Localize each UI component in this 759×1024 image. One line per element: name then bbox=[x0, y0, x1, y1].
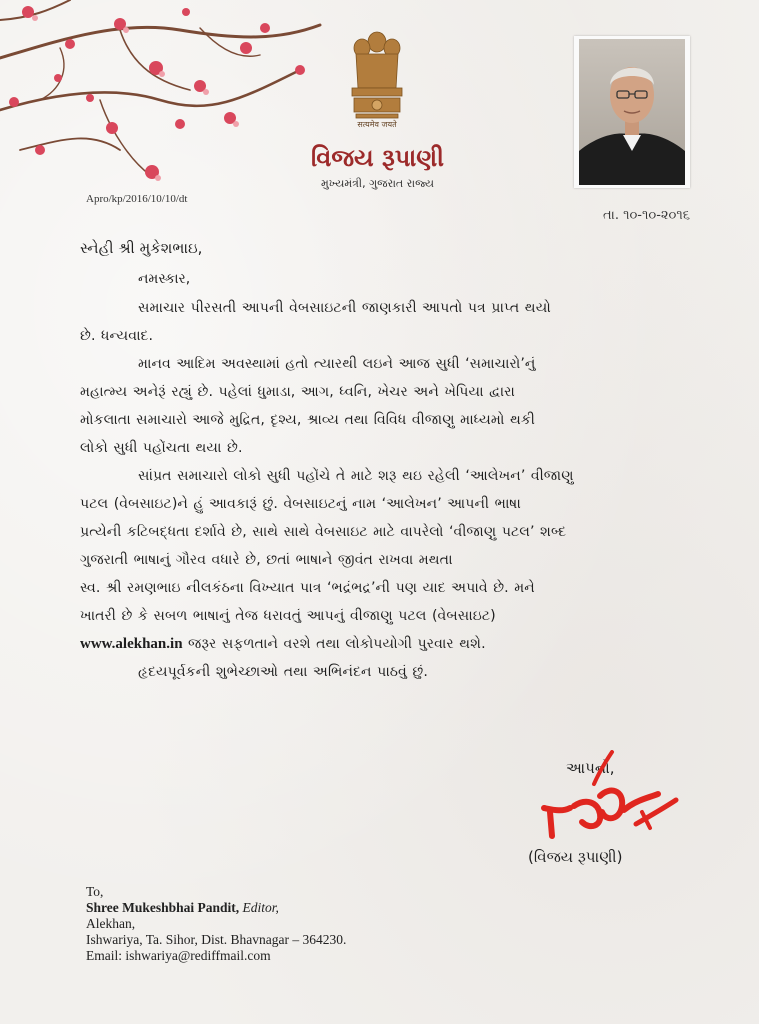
recipient-address bbox=[86, 884, 346, 964]
paragraph-3-line: પટલ (વેબસાઇટ)ને હું આવકારૂં છું. વેબસાઇટનું નામ ‘આલેખન’ આપની ભાષા bbox=[80, 496, 521, 512]
portrait-photo bbox=[579, 39, 685, 185]
sender-designation: મુખ્યમંત્રી, ગુજરાત રાજ્ય bbox=[320, 177, 435, 190]
signature-mark bbox=[540, 750, 680, 845]
paragraph-2-line: લોકો સુધી પહોંચતા થયા છે. bbox=[80, 440, 243, 456]
signatory-name: (વિજય રૂપાણી) bbox=[528, 848, 623, 866]
paragraph-3-end: જરૂર સફળતાને વરશે તથા લોકોપયોગી પુરવાર થશે. bbox=[182, 636, 486, 652]
email-line[interactable]: Email: ishwariya@rediffmail.com bbox=[86, 948, 271, 963]
paragraph-4-line: હૃદયપૂર્વકની શુભેચ્છાઓ તથા અભિનંદન પાઠવું છું. bbox=[138, 664, 428, 680]
recipient-line bbox=[86, 900, 346, 916]
paragraph-3-line: સ્વ. શ્રી રમણભાઇ નીલકંઠના વિખ્યાત પાત્ર ‘ભદ્રંભદ્ર’ની પણ યાદ અપાવે છે. મને bbox=[80, 580, 535, 596]
website-link[interactable]: www.alekhan.in bbox=[80, 636, 183, 652]
portrait-frame bbox=[574, 36, 690, 188]
paragraph-1 bbox=[80, 294, 692, 350]
paragraph-3-line: ગુજરાતી ભાષાનું ગૌરવ વધારે છે, છતાં ભાષાને જીવંત રાખવા મથતા bbox=[80, 552, 453, 568]
paragraph-2-line: મોકલાતા સમાચારો આજે મુદ્રિત, દૃશ્ય, શ્રાવ્ય તથા વિવિધ વીજાણુ માધ્યમો થકી bbox=[80, 412, 535, 428]
reference-number: Apro/kp/2016/10/10/dt bbox=[86, 193, 188, 205]
paragraph-2-line: મહાત્મ્ય અનેરૂં રહ્યું છે. પહેલાં ધુમાડા, આગ, ધ્વનિ, ખેચર અને ખેપિયા દ્વારા bbox=[80, 384, 515, 400]
paragraph-1-line: સમાચાર પીરસતી આપની વેબસાઇટની જાણકારી આપતો પત્ર પ્રાપ્ત થયો bbox=[138, 300, 551, 316]
sender-name-title: વિજય રૂપાણી bbox=[310, 143, 445, 172]
paragraph-2 bbox=[80, 350, 692, 462]
letter-date: તા. ૧૦-૧૦-૨૦૧૬ bbox=[603, 208, 690, 223]
salutation: સ્નેહી શ્રી મુકેશભાઇ, bbox=[80, 239, 203, 257]
paragraph-2-line: માનવ આદિમ અવસ્થામાં હતો ત્યારથી લઇને આજ સુધી ‘સમાચારો’નું bbox=[138, 356, 536, 372]
paragraph-1-line: છે. ધન્યવાદ. bbox=[80, 328, 153, 344]
paragraph-3-line: સાંપ્રત સમાચારો લોકો સુધી પહોંચે તે માટે શરૂ થઇ રહેલી ‘આલેખન’ વીજાણુ bbox=[138, 468, 574, 484]
paragraph-3-line: ખાતરી છે કે સબળ ભાષાનું તેજ ધરાવતું આપનું વીજાણુ પટલ (વેબસાઇટ) bbox=[80, 608, 496, 624]
letter-body bbox=[80, 294, 692, 686]
recipient-role: Editor, bbox=[242, 900, 279, 915]
paragraph-4 bbox=[80, 658, 692, 686]
address-line-1: Alekhan, bbox=[86, 916, 136, 931]
address-line-2: Ishwariya, Ta. Sihor, Dist. Bhavnagar – 364230. bbox=[86, 932, 347, 947]
closing: આપનો, bbox=[566, 759, 615, 777]
national-emblem-icon bbox=[346, 22, 408, 134]
emblem-motto: सत्यमेव जयते bbox=[357, 120, 397, 129]
recipient-name: Shree Mukeshbhai Pandit, bbox=[86, 900, 240, 915]
paragraph-3-last-line bbox=[80, 630, 692, 658]
paragraph-3 bbox=[80, 462, 692, 658]
greeting: નમસ્કાર, bbox=[138, 271, 191, 287]
paragraph-3-line: પ્રત્યેની કટિબદ્ધતા દર્શાવે છે, સાથે સાથે વેબસાઇટ માટે વાપરેલો ‘વીજાણુ પટલ’ શબ્દ bbox=[80, 524, 567, 540]
to-label: To, bbox=[86, 884, 104, 899]
